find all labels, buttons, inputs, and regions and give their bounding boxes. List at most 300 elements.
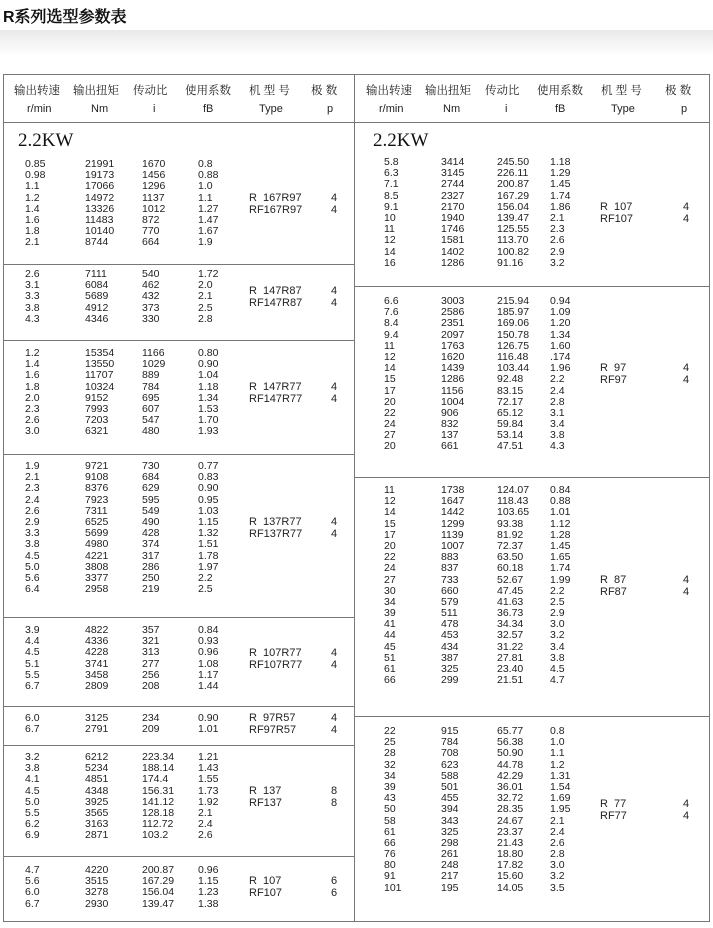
speed-column [384, 296, 399, 453]
model-group [3, 341, 355, 455]
model-name: RF137 [249, 796, 283, 809]
header-speed-unit: r/min [27, 103, 52, 115]
header-torque: 输出扭矩 [73, 85, 119, 97]
pole-count: 4 [331, 646, 338, 659]
torque-value: 453 [441, 629, 459, 642]
factor-value: 1.69 [550, 792, 571, 805]
factor-value: 1.0 [550, 736, 565, 749]
speed-value: 3.0 [25, 425, 40, 438]
speed-value: 41 [384, 618, 396, 631]
torque-value: 2871 [85, 829, 109, 842]
ratio-value: 549 [142, 504, 160, 517]
model-group [3, 455, 355, 618]
ratio-column [497, 485, 529, 686]
factor-value: 1.27 [198, 202, 219, 215]
torque-value: 17066 [85, 180, 115, 193]
factor-value: 2.1 [550, 211, 565, 224]
ratio-value: 321 [142, 635, 160, 648]
factor-value: 1.67 [198, 225, 219, 238]
speed-value: 34 [384, 595, 396, 608]
factor-value: 2.6 [198, 829, 213, 842]
poles-column [331, 192, 337, 216]
ratio-column [142, 752, 174, 842]
ratio-value: 1166 [142, 347, 165, 359]
poles-column [331, 712, 337, 736]
factor-value: 0.8 [198, 158, 213, 170]
torque-value: 3414 [441, 156, 465, 168]
ratio-value: 36.73 [497, 607, 524, 620]
speed-value: 1.9 [25, 460, 40, 472]
factor-value: 1.9 [198, 236, 213, 249]
ratio-value: 83.15 [497, 384, 524, 397]
model-name: R 97R57 [249, 712, 296, 725]
factor-value: 2.8 [198, 312, 213, 325]
ratio-value: 156.04 [497, 200, 530, 213]
header-poles: 极 数 [665, 85, 692, 97]
model-group [3, 265, 355, 341]
torque-value: 832 [441, 418, 459, 431]
speed-value: 20 [384, 539, 396, 552]
factor-value: 4.7 [550, 674, 565, 687]
ratio-value: 156.04 [142, 886, 175, 899]
torque-value: 7923 [85, 493, 109, 506]
speed-value: 5.5 [25, 806, 40, 819]
factor-value: 3.5 [550, 881, 565, 894]
speed-value: 50 [384, 803, 396, 816]
factor-value: 3.0 [550, 859, 565, 872]
factor-value: 2.9 [550, 245, 565, 258]
ratio-value: 188.14 [142, 762, 175, 775]
torque-value: 434 [441, 640, 459, 653]
model-name: RF107R77 [249, 658, 303, 671]
speed-value: 1.6 [25, 213, 40, 226]
ratio-value: 373 [142, 301, 160, 314]
factor-value: 2.1 [198, 290, 213, 303]
factor-value: 1.1 [198, 191, 213, 204]
torque-value: 11483 [85, 213, 114, 226]
ratio-value: 21.43 [497, 836, 524, 849]
speed-value: 3.8 [25, 538, 40, 551]
ratio-value: 490 [142, 515, 160, 528]
ratio-value: 286 [142, 560, 160, 573]
ratio-value: 103.2 [142, 829, 169, 842]
ratio-value: 784 [142, 380, 160, 393]
model-group [3, 707, 355, 746]
speed-value: 2.4 [25, 493, 40, 506]
ratio-value: 174.4 [142, 773, 169, 786]
speed-value: 1.2 [25, 347, 40, 359]
pole-count: 4 [331, 724, 338, 737]
ratio-value: 313 [142, 646, 160, 659]
torque-value: 7993 [85, 402, 109, 415]
torque-value: 3458 [85, 668, 109, 681]
torque-value: 1156 [441, 384, 464, 397]
torque-value: 2744 [441, 178, 465, 191]
torque-value: 2351 [441, 317, 465, 330]
model-name: R 137R77 [249, 516, 302, 529]
factor-value: 2.0 [198, 279, 213, 292]
model-column [249, 381, 302, 405]
torque-value: 6321 [85, 425, 109, 438]
factor-value: 1.97 [198, 560, 219, 573]
pole-count: 8 [331, 796, 338, 809]
speed-value: 20 [384, 440, 396, 453]
factor-value: 1.2 [550, 758, 565, 771]
torque-value: 19173 [85, 169, 115, 182]
torque-column [85, 269, 108, 325]
factor-value: 1.43 [198, 762, 219, 775]
factor-value: 1.18 [198, 380, 219, 393]
torque-value: 837 [441, 562, 459, 575]
ratio-value: 540 [142, 268, 160, 280]
speed-value: 8.5 [384, 189, 399, 202]
speed-value: 2.6 [25, 268, 40, 280]
torque-value: 8744 [85, 236, 109, 249]
torque-value: 3163 [85, 818, 109, 831]
torque-value: 4228 [85, 646, 109, 659]
ratio-value: 200.87 [497, 178, 530, 191]
factor-value: 2.3 [550, 223, 565, 236]
speed-value: 6.6 [384, 295, 399, 307]
speed-value: 14 [384, 506, 396, 519]
ratio-value: 31.22 [497, 640, 524, 653]
torque-value: 733 [441, 573, 459, 586]
model-column [249, 785, 282, 809]
pole-count: 4 [683, 798, 690, 810]
factor-value: 1.1 [550, 747, 565, 760]
torque-value: 4346 [85, 312, 109, 325]
torque-value: 455 [441, 792, 459, 805]
pole-count: 4 [683, 810, 690, 822]
ratio-value: 684 [142, 471, 160, 484]
speed-value: 28 [384, 747, 396, 760]
torque-value: 325 [441, 663, 459, 675]
model-name: RF97R57 [249, 724, 297, 737]
torque-value: 5234 [85, 762, 109, 775]
ratio-value: 629 [142, 482, 160, 495]
torque-value: 3145 [441, 167, 465, 180]
speed-value: 12 [384, 350, 396, 363]
torque-value: 9152 [85, 391, 109, 404]
torque-value: 8376 [85, 482, 109, 495]
factor-value: 2.2 [198, 571, 213, 584]
factor-value: 0.90 [198, 358, 219, 371]
speed-value: 7.6 [384, 306, 399, 319]
torque-value: 217 [441, 870, 459, 883]
model-column [249, 647, 302, 671]
ratio-value: 664 [142, 236, 160, 249]
torque-value: 10324 [85, 380, 115, 393]
model-name: R 107 [600, 201, 633, 213]
torque-column [85, 752, 108, 842]
factor-value: 0.93 [198, 635, 219, 648]
ratio-value: 167.29 [497, 189, 530, 202]
pole-count: 4 [683, 213, 690, 225]
speed-value: 22 [384, 725, 396, 737]
factor-value: 1.45 [550, 539, 571, 552]
ratio-value: 872 [142, 213, 160, 226]
title-underline-band [0, 30, 713, 56]
speed-value: 6.7 [25, 723, 40, 736]
factor-column [198, 461, 218, 595]
model-name: R 97 [600, 362, 627, 375]
speed-value: 11 [384, 484, 395, 496]
model-name: R 87 [600, 573, 627, 586]
speed-value: 27 [384, 573, 396, 586]
ratio-value: 93.38 [497, 517, 524, 530]
speed-value: 4.5 [25, 646, 40, 659]
speed-value: 4.5 [25, 784, 40, 797]
torque-value: 3565 [85, 806, 109, 819]
model-name: R 107 [249, 875, 282, 888]
speed-value: 17 [384, 384, 396, 397]
speed-value: 101 [384, 881, 402, 894]
factor-value: 1.28 [550, 528, 571, 541]
torque-value: 6084 [85, 279, 109, 292]
speed-value: 7.1 [384, 178, 399, 191]
speed-value: 80 [384, 859, 396, 872]
torque-value: 5699 [85, 527, 109, 540]
header-model: 机 型 号 [249, 85, 290, 97]
factor-value: 3.8 [550, 651, 565, 664]
factor-value: 1.73 [198, 784, 219, 797]
speed-value: 24 [384, 418, 396, 431]
torque-value: 2097 [441, 328, 465, 341]
torque-column [85, 159, 114, 249]
ratio-value: 53.14 [497, 429, 524, 442]
torque-value: 1738 [441, 484, 465, 496]
ratio-value: 1456 [142, 169, 166, 182]
model-group [355, 717, 710, 922]
torque-value: 1763 [441, 339, 465, 352]
ratio-value: 42.29 [497, 769, 524, 782]
ratio-column [142, 269, 160, 325]
torque-value: 137 [441, 429, 459, 442]
torque-value: 2791 [85, 723, 109, 736]
factor-value: 1.12 [550, 517, 571, 530]
speed-value: 30 [384, 584, 396, 597]
speed-value: 4.4 [25, 635, 40, 648]
factor-value: 1.15 [198, 875, 219, 888]
factor-value: 2.2 [550, 373, 565, 386]
torque-value: 1007 [441, 539, 465, 552]
poles-column [331, 285, 337, 309]
torque-value: 1940 [441, 211, 465, 224]
ratio-column [142, 159, 165, 249]
ratio-value: 462 [142, 279, 160, 292]
header-poles: 极 数 [311, 85, 338, 97]
speed-value: 1.8 [25, 225, 40, 238]
pole-count: 4 [331, 528, 338, 541]
factor-value: 1.93 [198, 425, 219, 438]
ratio-column [142, 713, 160, 735]
header-ratio-unit: i [153, 103, 156, 115]
model-name: R 77 [600, 798, 627, 810]
pole-count: 8 [331, 784, 338, 797]
torque-value: 2586 [441, 306, 465, 319]
speed-value: 1.8 [25, 380, 40, 393]
left-section-title: 2.2KW [18, 130, 74, 151]
header-poles-unit: p [681, 103, 688, 115]
torque-column [85, 461, 108, 595]
ratio-value: 52.67 [497, 573, 524, 586]
factor-value: 2.4 [550, 825, 565, 838]
torque-value: 915 [441, 725, 459, 737]
torque-value: 3515 [85, 875, 109, 888]
ratio-value: 215.94 [497, 295, 530, 307]
pole-count: 4 [331, 191, 338, 204]
torque-value: 4336 [85, 635, 109, 648]
speed-column [25, 752, 40, 842]
ratio-value: 250 [142, 571, 160, 584]
speed-value: 5.5 [25, 668, 40, 681]
pole-count: 4 [683, 362, 690, 375]
ratio-column [497, 296, 529, 453]
model-group [355, 478, 710, 717]
factor-value: 1.51 [198, 538, 219, 551]
factor-value: 2.4 [198, 818, 213, 831]
pole-count: 4 [683, 573, 690, 586]
pole-count: 4 [683, 585, 690, 598]
factor-value: 3.1 [550, 406, 565, 419]
factor-value: 1.34 [550, 328, 571, 341]
page-title: R系列选型参数表 [3, 9, 127, 26]
ratio-value: 595 [142, 493, 160, 506]
speed-value: 1.4 [25, 202, 40, 215]
factor-column [550, 726, 570, 894]
torque-value: 4348 [85, 784, 109, 797]
factor-column [198, 159, 218, 249]
poles-column [331, 785, 337, 809]
speed-value: 2.1 [25, 471, 40, 484]
torque-value: 2327 [441, 189, 465, 202]
ratio-value: 60.18 [497, 562, 524, 575]
factor-value: 0.90 [198, 482, 219, 495]
poles-column [683, 201, 689, 225]
torque-value: 660 [441, 584, 459, 597]
factor-value: 1.32 [198, 527, 219, 540]
torque-value: 511 [441, 607, 458, 620]
speed-value: 1.4 [25, 358, 40, 371]
ratio-value: 141.12 [142, 795, 175, 808]
torque-column [441, 485, 464, 686]
factor-value: 1.70 [198, 414, 219, 427]
ratio-value: 124.07 [497, 484, 530, 496]
torque-value: 343 [441, 814, 459, 827]
poles-column [331, 381, 337, 405]
speed-value: 16 [384, 256, 396, 269]
speed-value: 22 [384, 551, 396, 564]
model-name: R 147R77 [249, 380, 302, 393]
speed-column [25, 865, 40, 910]
ratio-value: 23.37 [497, 825, 524, 838]
ratio-value: 126.75 [497, 339, 530, 352]
speed-value: 2.1 [25, 236, 40, 249]
ratio-value: 27.81 [497, 651, 524, 664]
speed-value: 61 [384, 825, 396, 838]
torque-value: 661 [441, 440, 459, 453]
header-speed-unit: r/min [379, 103, 404, 115]
factor-value: 3.0 [550, 618, 565, 631]
ratio-value: 185.97 [497, 306, 530, 319]
ratio-value: 169.06 [497, 317, 530, 330]
model-name: RF137R77 [249, 528, 303, 541]
model-name: RF87 [600, 585, 627, 598]
torque-value: 9721 [85, 460, 109, 472]
torque-value: 1004 [441, 395, 465, 408]
torque-value: 298 [441, 836, 459, 849]
ratio-column [497, 726, 523, 894]
torque-column [85, 348, 114, 438]
torque-value: 1442 [441, 506, 465, 519]
speed-value: 20 [384, 395, 396, 408]
speed-value: 12 [384, 234, 396, 247]
ratio-value: 18.80 [497, 848, 524, 861]
model-name: RF107 [600, 213, 634, 225]
model-name: RF97 [600, 374, 627, 387]
speed-value: 5.6 [25, 571, 40, 584]
factor-value: 3.2 [550, 629, 565, 642]
speed-value: 6.4 [25, 583, 40, 596]
model-column [249, 285, 302, 309]
factor-value: 0.77 [198, 460, 219, 472]
header-speed: 输出转速 [14, 85, 60, 97]
speed-value: 91 [384, 870, 396, 883]
ratio-value: 125.55 [497, 223, 530, 236]
ratio-value: 1670 [142, 158, 166, 170]
header-factor: 使用系数 [537, 85, 583, 97]
factor-value: 1.96 [550, 362, 571, 375]
ratio-value: 14.05 [497, 881, 524, 894]
speed-column [25, 461, 40, 595]
torque-value: 3125 [85, 712, 109, 724]
factor-value: 2.5 [198, 583, 213, 596]
model-column [600, 201, 633, 225]
pole-count: 4 [331, 516, 338, 529]
speed-value: 5.0 [25, 560, 40, 573]
factor-column [198, 865, 218, 910]
ratio-column [142, 865, 174, 910]
ratio-value: 21.51 [497, 674, 524, 687]
header-speed: 输出转速 [366, 85, 412, 97]
right-header [355, 74, 710, 123]
speed-value: 3.1 [25, 279, 40, 292]
speed-value: 4.5 [25, 549, 40, 562]
torque-value: 1647 [441, 495, 465, 508]
torque-value: 883 [441, 551, 459, 564]
ratio-value: 15.60 [497, 870, 524, 883]
factor-value: 1.65 [550, 551, 571, 564]
ratio-value: 47.45 [497, 584, 524, 597]
torque-value: 1581 [441, 234, 465, 247]
torque-value: 1299 [441, 517, 465, 530]
header-model-unit: Type [611, 103, 635, 115]
model-column [600, 798, 627, 822]
torque-value: 1620 [441, 350, 465, 363]
ratio-value: 234 [142, 712, 160, 724]
factor-value: 2.8 [550, 848, 565, 861]
torque-value: 6212 [85, 751, 109, 763]
speed-value: 6.7 [25, 679, 40, 692]
factor-value: 4.5 [550, 663, 565, 675]
ratio-value: 72.17 [497, 395, 524, 408]
factor-value: 0.96 [198, 864, 219, 876]
speed-value: 1.6 [25, 369, 40, 382]
torque-value: 4220 [85, 864, 109, 876]
speed-column [25, 159, 45, 249]
factor-column [198, 269, 218, 325]
torque-column [85, 713, 108, 735]
